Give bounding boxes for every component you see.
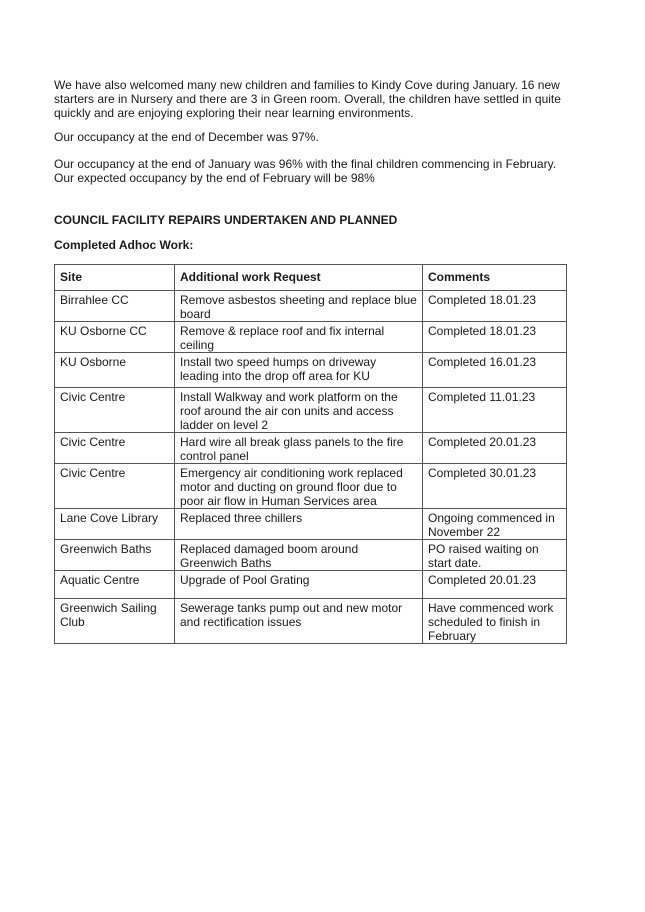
cell-comment: Completed 20.01.23 [423,433,567,464]
cell-request: Upgrade of Pool Grating [175,571,423,599]
cell-request: Remove asbestos sheeting and replace blue board [175,291,423,322]
cell-request: Replaced damaged boom around Greenwich Baths [175,540,423,571]
cell-site: KU Osborne CC [55,322,175,353]
table-row [55,433,567,464]
cell-comment: Completed 30.01.23 [423,464,567,509]
document-page [54,78,574,644]
cell-site: Civic Centre [55,464,175,509]
cell-comment: Completed 11.01.23 [423,388,567,433]
cell-comment: Completed 16.01.23 [423,353,567,388]
cell-site: Greenwich Baths [55,540,175,571]
cell-comment: Completed 20.01.23 [423,571,567,599]
cell-site: Civic Centre [55,433,175,464]
cell-comment: PO raised waiting on start date. [423,540,567,571]
cell-site: Civic Centre [55,388,175,433]
table-row [55,322,567,353]
cell-site: KU Osborne [55,353,175,388]
cell-request: Hard wire all break glass panels to the fire control panel [175,433,423,464]
header-request: Additional work Request [175,265,423,291]
repairs-table [54,264,567,644]
intro-paragraph-3: Our occupancy at the end of January was 96% with the final children commencing in February. Our expected occupancy by the end of February will be 98% [54,157,557,185]
table-row [55,599,567,644]
header-comments: Comments [423,265,567,291]
section-subheading: Completed Adhoc Work: [54,238,194,252]
table-row [55,291,567,322]
cell-site: Aquatic Centre [55,571,175,599]
cell-comment: Completed 18.01.23 [423,322,567,353]
table-row [55,509,567,540]
intro-paragraph-2: Our occupancy at the end of December was 97%. [54,130,319,144]
cell-request: Replaced three chillers [175,509,423,540]
cell-request: Install Walkway and work platform on the roof around the air con units and access ladder on level 2 [175,388,423,433]
intro-paragraph-1: We have also welcomed many new children and families to Kindy Cove during January. 16 new starters are in Nursery and there are 3 in Green room. Overall, the children have settled in quite quickly and are enjoying exploring their near learning environments. [54,78,561,120]
cell-request: Emergency air conditioning work replaced motor and ducting on ground floor due to poor air flow in Human Services area [175,464,423,509]
table-row [55,571,567,599]
cell-site: Birrahlee CC [55,291,175,322]
table-row [55,353,567,388]
section-heading: COUNCIL FACILITY REPAIRS UNDERTAKEN AND PLANNED [54,213,398,227]
header-site: Site [55,265,175,291]
cell-request: Sewerage tanks pump out and new motor and rectification issues [175,599,423,644]
cell-comment: Have commenced work scheduled to finish in February [423,599,567,644]
table-header-row [55,265,567,291]
cell-site: Greenwich Sailing Club [55,599,175,644]
cell-request: Install two speed humps on driveway leading into the drop off area for KU [175,353,423,388]
cell-site: Lane Cove Library [55,509,175,540]
table-row [55,388,567,433]
cell-request: Remove & replace roof and fix internal ceiling [175,322,423,353]
table-row [55,464,567,509]
cell-comment: Ongoing commenced in November 22 [423,509,567,540]
table-row [55,540,567,571]
cell-comment: Completed 18.01.23 [423,291,567,322]
